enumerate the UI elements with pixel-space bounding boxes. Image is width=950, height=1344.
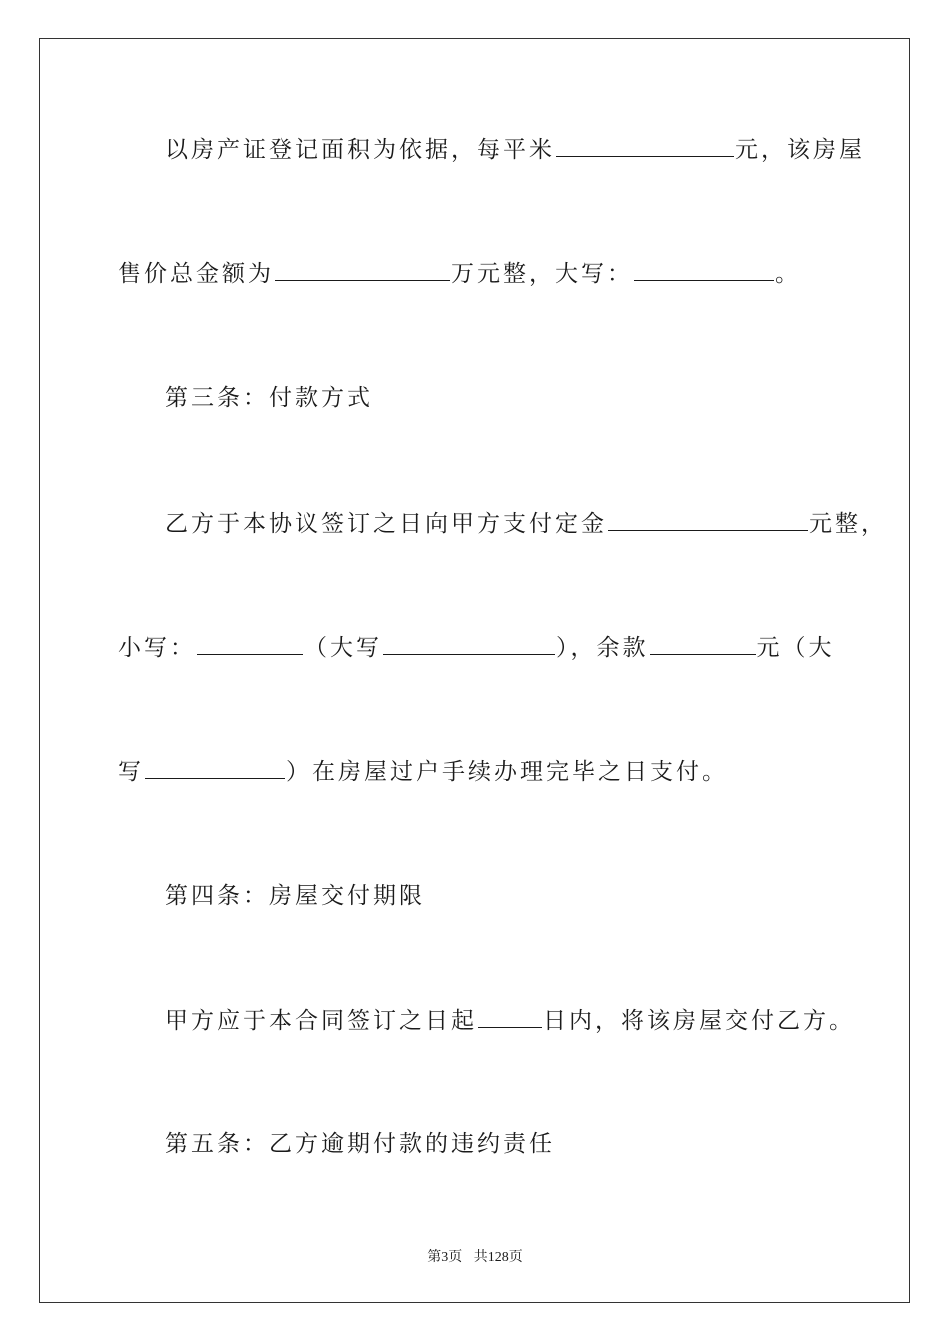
paragraph-deposit-detail (118, 631, 835, 665)
heading-article-3: 第三条：付款方式 (165, 385, 373, 411)
blank-total-amount[interactable] (275, 258, 450, 281)
heading-article-5: 第五条：乙方逾期付款的违约责任 (165, 1131, 555, 1157)
text: 元，该房屋 (735, 137, 865, 163)
paragraph-balance-payment (118, 755, 728, 789)
heading-article-4: 第四条：房屋交付期限 (165, 883, 425, 909)
text: 甲方应于本合同签订之日起 (165, 1008, 477, 1034)
text: 写 (118, 759, 144, 785)
text: ），余款 (556, 635, 649, 661)
blank-total-uppercase[interactable] (634, 258, 774, 281)
text: 以房产证登记面积为依据，每平米 (165, 137, 555, 163)
text: （大写 (304, 635, 382, 661)
blank-uppercase[interactable] (383, 632, 555, 655)
text: 元整， (809, 511, 887, 537)
blank-deposit[interactable] (608, 508, 808, 531)
paragraph-delivery-deadline (165, 1004, 855, 1038)
page-footer (0, 1246, 950, 1266)
paragraph-price-per-sqm (165, 133, 865, 167)
blank-lowercase[interactable] (197, 632, 303, 655)
paragraph-deposit (165, 507, 887, 541)
page-border (39, 38, 910, 1303)
text: 万元整，大写： (451, 261, 633, 287)
text: 元（大 (756, 635, 835, 661)
page-number: 第3页 (427, 1250, 463, 1265)
text: 小写： (118, 635, 196, 661)
blank-days[interactable] (478, 1005, 542, 1028)
text: 日内，将该房屋交付乙方。 (543, 1008, 855, 1034)
text: ）在房屋过户手续办理完毕之日支付。 (286, 759, 728, 785)
text: 。 (775, 261, 801, 287)
blank-balance[interactable] (650, 632, 756, 655)
text: 售价总金额为 (118, 261, 274, 287)
text: 乙方于本协议签订之日向甲方支付定金 (165, 511, 607, 537)
page-total: 共128页 (473, 1250, 523, 1265)
blank-price-per-sqm[interactable] (556, 134, 734, 157)
paragraph-total-price (118, 257, 801, 291)
blank-balance-uppercase[interactable] (145, 756, 285, 779)
